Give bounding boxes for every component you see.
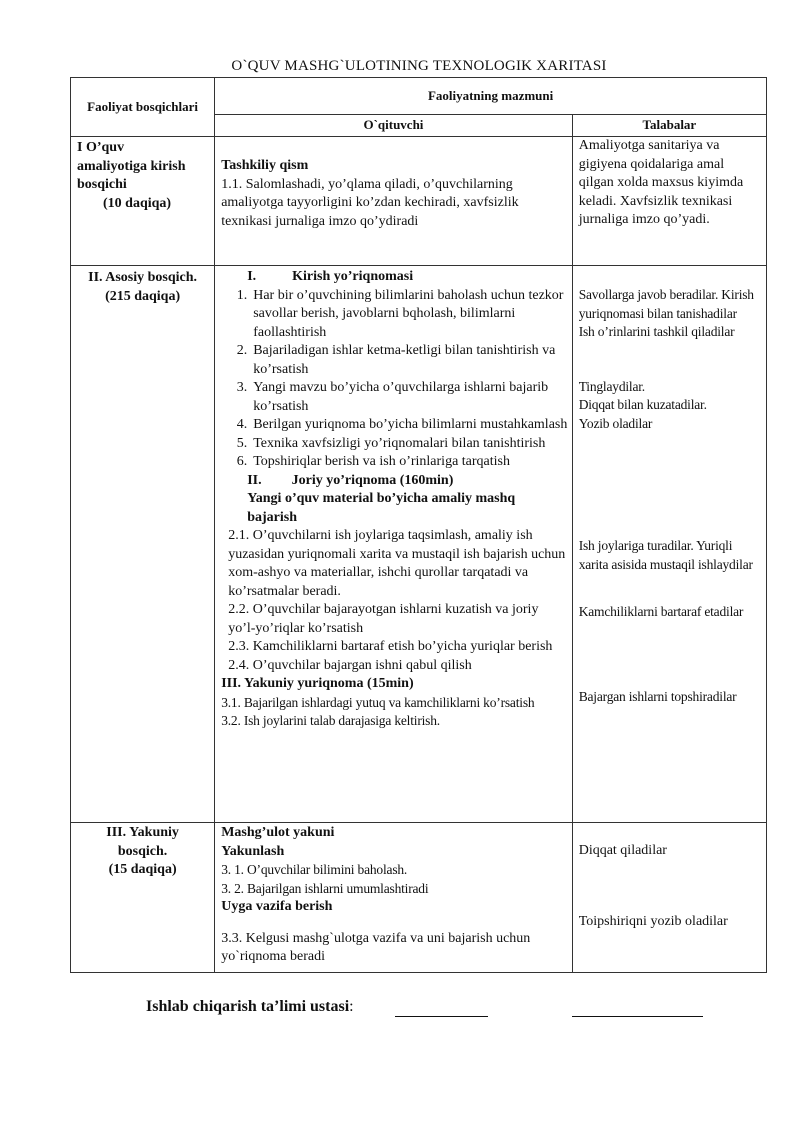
stage-label: I O’quv bbox=[77, 140, 125, 155]
students-text: Diqqat bilan kuzatadilar. bbox=[578, 397, 707, 412]
students-cell-main bbox=[572, 266, 766, 823]
students-text: Ish o’rinlarini tashkil qiladilar bbox=[578, 324, 735, 339]
list-item bbox=[221, 435, 568, 454]
stage-time: (15 daqiqa) bbox=[108, 862, 177, 877]
item-number: 2. bbox=[236, 343, 248, 358]
students-text: Tinglaydilar. bbox=[578, 378, 645, 394]
part1-title: Kirish yo’riqnomasi bbox=[292, 269, 414, 284]
section-heading: Mashg’ulot yakuni bbox=[221, 825, 335, 840]
list-item: 3.1. Bajarilgan ishlardagi yutuq va kamchiliklarni ko’rsatish bbox=[221, 694, 535, 710]
part1-list bbox=[221, 287, 568, 472]
stage-cell-intro bbox=[71, 137, 215, 266]
students-text: Amaliyotga sanitariya va gigiyena qoidalariga amal qilgan xolda maxsus kiyimda keladi. Xavfsizlik texnikasi jurnaliga imzo qo’yadi. bbox=[578, 138, 744, 227]
students-cell-intro bbox=[572, 137, 766, 266]
header-stages-label: Faoliyat bosqichlari bbox=[87, 98, 199, 114]
list-item bbox=[221, 453, 568, 472]
students-text: Bajargan ishlarni topshiradilar bbox=[578, 688, 737, 704]
item-text: Berilgan yuriqnoma bo’yicha bilimlarni mustahkamlash bbox=[253, 417, 568, 432]
part2-number: II. bbox=[247, 472, 262, 488]
section-heading: Uyga vazifa berish bbox=[221, 899, 333, 914]
item-number: 5. bbox=[236, 435, 248, 451]
list-item: 3.3. Kelgusi mashg`ulotga vazifa va uni bajarish uchun yo`riqnoma beradi bbox=[221, 930, 531, 964]
header-teacher bbox=[215, 115, 573, 137]
item-text: Bajariladigan ishlar ketma-ketligi bilan tanishtirish va ko’rsatish bbox=[253, 343, 556, 377]
students-text: Diqqat qiladilar bbox=[578, 843, 667, 858]
table-row bbox=[71, 137, 767, 266]
teacher-cell-intro bbox=[215, 137, 573, 266]
teacher-cell-final bbox=[215, 823, 573, 973]
document-title: O`QUV MASHG`ULOTINING TEXNOLOGIK XARITASI bbox=[231, 58, 607, 74]
stage-label: II. Asosiy bosqich. bbox=[88, 270, 198, 285]
stage-label: bosqich. bbox=[117, 843, 168, 859]
header-students-label: Talabalar bbox=[642, 117, 697, 133]
table-row bbox=[71, 823, 767, 973]
list-item: 3. 1. O’quvchilar bilimini baholash. bbox=[221, 862, 408, 877]
item-text: Texnika xavfsizligi yo’riqnomalari bilan tanishtirish bbox=[253, 435, 546, 451]
signature-label bbox=[146, 998, 354, 1016]
part2-title: Joriy yo’riqnoma (160min) bbox=[291, 472, 454, 488]
part2-list bbox=[221, 527, 568, 675]
part2-heading bbox=[221, 472, 568, 491]
list-item: 2.3. Kamchiliklarni bartaraf etish bo’yicha yuriqlar berish bbox=[228, 639, 553, 654]
list-item bbox=[221, 416, 568, 435]
part3-heading: III. Yakuniy yuriqnoma (15min) bbox=[221, 676, 414, 691]
item-number: 6. bbox=[236, 454, 248, 469]
item-text: Topshiriqlar berish va ish o’rinlariga tarqatish bbox=[253, 454, 510, 469]
signature-name-line bbox=[572, 1016, 703, 1017]
part1-number: I. bbox=[247, 269, 257, 284]
list-item: 3.2. Ish joylarini talab darajasiga keltirish. bbox=[221, 713, 440, 728]
list-item: 3. 2. Bajarilgan ishlarni umumlashtiradi bbox=[221, 880, 429, 896]
signature-line bbox=[395, 1016, 488, 1017]
item-number: 1. bbox=[236, 287, 248, 303]
header-content-label: Faoliyatning mazmuni bbox=[427, 87, 554, 103]
list-item: 2.1. O’quvchilarni ish joylariga taqsimlash, amaliy ish yuzasidan yuriqnomali xarita va mustaqil ish bajarish uchun xom-ashyo va materiallar, ishchi qurollar tarqatadi va ko’rsatmalar beradi. bbox=[228, 528, 566, 599]
header-teacher-label: O`qituvchi bbox=[363, 117, 424, 133]
stage-label: III. Yakuniy bbox=[106, 825, 179, 840]
stage-cell-final bbox=[71, 823, 215, 973]
item-text: Har bir o’quvchining bilimlarini baholash uchun tezkor savollar berish, javoblarni bqholash, bilimlarni faollashtirish bbox=[253, 287, 564, 340]
item-text: Yangi mavzu bo’yicha o’quvchilarga ishlarni bajarib ko’rsatish bbox=[253, 380, 549, 414]
signature-label-text: Ishlab chiqarish ta’limi ustasi bbox=[146, 998, 350, 1015]
header-students bbox=[572, 115, 766, 137]
list-item bbox=[221, 287, 568, 343]
stage-cell-main bbox=[71, 266, 215, 823]
technology-map-table bbox=[70, 77, 767, 973]
students-text: Ish joylariga turadilar. Yuriqli xarita asisida mustaqil ishlaydilar bbox=[578, 538, 753, 572]
part1-heading bbox=[221, 268, 568, 287]
students-text: Toipshiriqni yozib oladilar bbox=[578, 913, 728, 929]
stage-time: (215 daqiqa) bbox=[105, 288, 181, 304]
item-number: 4. bbox=[236, 417, 248, 432]
section-heading: Tashkiliy qism bbox=[221, 158, 309, 173]
students-text: Savollarga javob beradilar. Kirish yuriqnomasi bilan tanishadilar bbox=[578, 287, 754, 321]
stage-time: (10 daqiqa) bbox=[103, 195, 172, 211]
list-item: 2.2. O’quvchilar bajarayotgan ishlarni kuzatish va joriy yo’l-yo’riqlar ko’rsatish bbox=[228, 602, 539, 636]
part2-subtitle: Yangi o’quv material bo’yicha amaliy mashq bajarish bbox=[247, 491, 516, 525]
header-content bbox=[215, 78, 767, 115]
header-stages bbox=[71, 78, 215, 137]
students-text: Kamchiliklarni bartaraf etadilar bbox=[578, 604, 744, 619]
stage-label: bosqichi bbox=[77, 177, 127, 192]
signature-colon: : bbox=[349, 998, 354, 1015]
list-item bbox=[221, 379, 568, 416]
section-heading: Yakunlash bbox=[221, 843, 285, 859]
table-row bbox=[71, 266, 767, 823]
students-text: Yozib oladilar bbox=[578, 415, 653, 431]
teacher-text: 1.1. Salomlashadi, yo’qlama qiladi, o’quvchilarning amaliyotga tayyorligini ko’zdan kechiradi, xavfsizlik texnikasi jurnaliga imzo qo’ydiradi bbox=[221, 176, 519, 229]
list-item bbox=[221, 342, 568, 379]
stage-label: amaliyotiga kirish bbox=[77, 158, 186, 174]
teacher-cell-main bbox=[215, 266, 573, 823]
item-number: 3. bbox=[236, 380, 248, 395]
students-cell-final bbox=[572, 823, 766, 973]
list-item: 2.4. O’quvchilar bajargan ishni qabul qilish bbox=[228, 657, 472, 673]
